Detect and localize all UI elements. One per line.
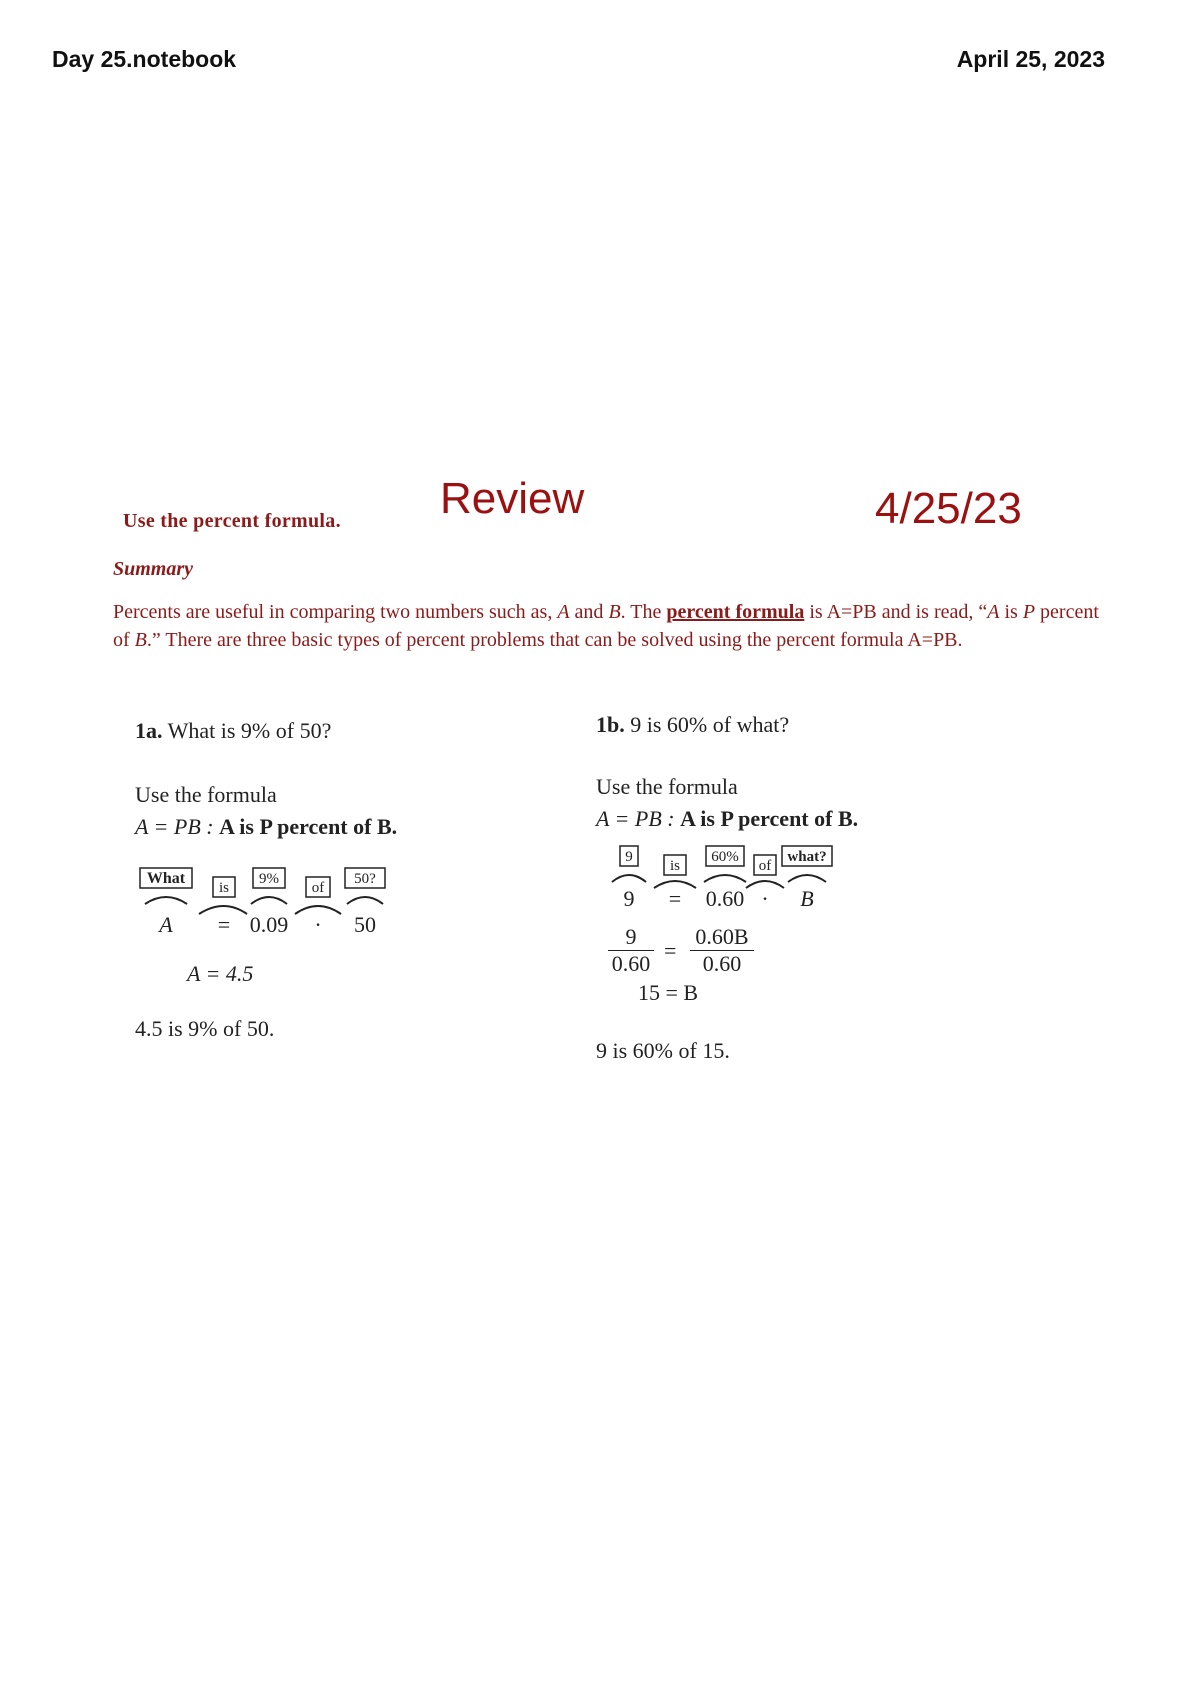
formula-reading: A is P percent of B.	[680, 806, 859, 831]
instruction-text: Use the percent formula.	[123, 510, 341, 532]
problem-1b-question	[596, 712, 789, 738]
denominator: 0.60	[702, 951, 742, 976]
translation-diagram-1a	[135, 866, 395, 956]
summary-heading: Summary	[113, 558, 194, 580]
use-formula-label: Use the formula	[135, 782, 277, 807]
question-text: 9 is 60% of what?	[630, 712, 790, 737]
var-p: P	[1022, 601, 1036, 623]
result-1a: A = 4.5	[187, 961, 254, 986]
box-label: what?	[787, 849, 827, 865]
box-label: is	[218, 880, 230, 896]
fraction-right	[690, 924, 754, 977]
box-label: 9	[625, 849, 633, 865]
problem-number: 1a.	[135, 718, 163, 743]
brace	[704, 875, 746, 882]
formula: A = PB :	[596, 806, 675, 831]
slide-date: 4/25/23	[875, 484, 1022, 533]
question-text: What is 9% of 50?	[167, 718, 332, 743]
formula-line	[135, 814, 397, 840]
box-label: 50?	[354, 871, 376, 887]
answer-1a: 4.5 is 9% of 50.	[135, 1016, 275, 1041]
problem-1b	[596, 712, 1036, 1072]
notebook-name: Day 25.notebook	[52, 46, 237, 72]
summary-paragraph	[113, 598, 1103, 654]
summary-text: Percents are useful in comparing two numbers such as,	[113, 601, 558, 623]
var-b: B	[134, 629, 147, 651]
brace	[347, 897, 383, 904]
summary-text: .” There are three basic types of percent problems that can be solved using the percent formula A=PB.	[146, 629, 963, 651]
fraction-left	[608, 924, 654, 977]
formula-reading: A is P percent of B.	[219, 814, 398, 839]
percent-formula-term: percent formula	[666, 601, 805, 623]
summary-text: is A=PB and is read, “	[804, 601, 988, 623]
var-b: B	[608, 601, 621, 623]
equals-sign: =	[664, 938, 677, 963]
denominator: 0.60	[611, 951, 651, 976]
problem-1a-question	[135, 718, 331, 744]
var-a: A	[987, 601, 1000, 623]
numerator: 9	[608, 924, 654, 951]
result-1b: 15 = B	[638, 980, 699, 1005]
use-formula-label: Use the formula	[596, 774, 738, 799]
box-label: 60%	[711, 849, 739, 865]
problem-1a	[135, 718, 575, 1063]
box-label: of	[758, 858, 772, 874]
term: =	[217, 912, 231, 937]
term: 0.09	[249, 912, 289, 937]
term: ·	[761, 886, 769, 911]
var-a: A	[557, 601, 570, 623]
answer-1b: 9 is 60% of 15.	[596, 1038, 730, 1063]
formula-line	[596, 806, 858, 832]
term: =	[668, 886, 682, 911]
box-label: 9%	[259, 871, 279, 887]
term: 9	[623, 886, 635, 911]
brace	[251, 897, 287, 904]
header-date: April 25, 2023	[956, 46, 1105, 72]
brace	[788, 875, 826, 882]
summary-text: percent of	[113, 601, 1099, 651]
term: 0.60	[705, 886, 745, 911]
brace	[145, 897, 187, 904]
term: A	[159, 912, 173, 937]
summary-text: . The	[620, 601, 667, 623]
term: ·	[314, 912, 322, 937]
box-label: is	[669, 858, 681, 874]
brace	[612, 875, 646, 882]
summary-text: and	[569, 601, 609, 623]
box-label: What	[146, 870, 186, 887]
numerator: 0.60B	[690, 924, 754, 951]
translation-diagram-1b	[596, 844, 846, 924]
box-label: of	[311, 880, 325, 896]
summary-text: is	[999, 601, 1023, 623]
formula: A = PB :	[135, 814, 214, 839]
term: B	[800, 886, 814, 911]
slide-title: Review	[440, 474, 585, 523]
term: 50	[354, 912, 376, 937]
problem-number: 1b.	[596, 712, 625, 737]
